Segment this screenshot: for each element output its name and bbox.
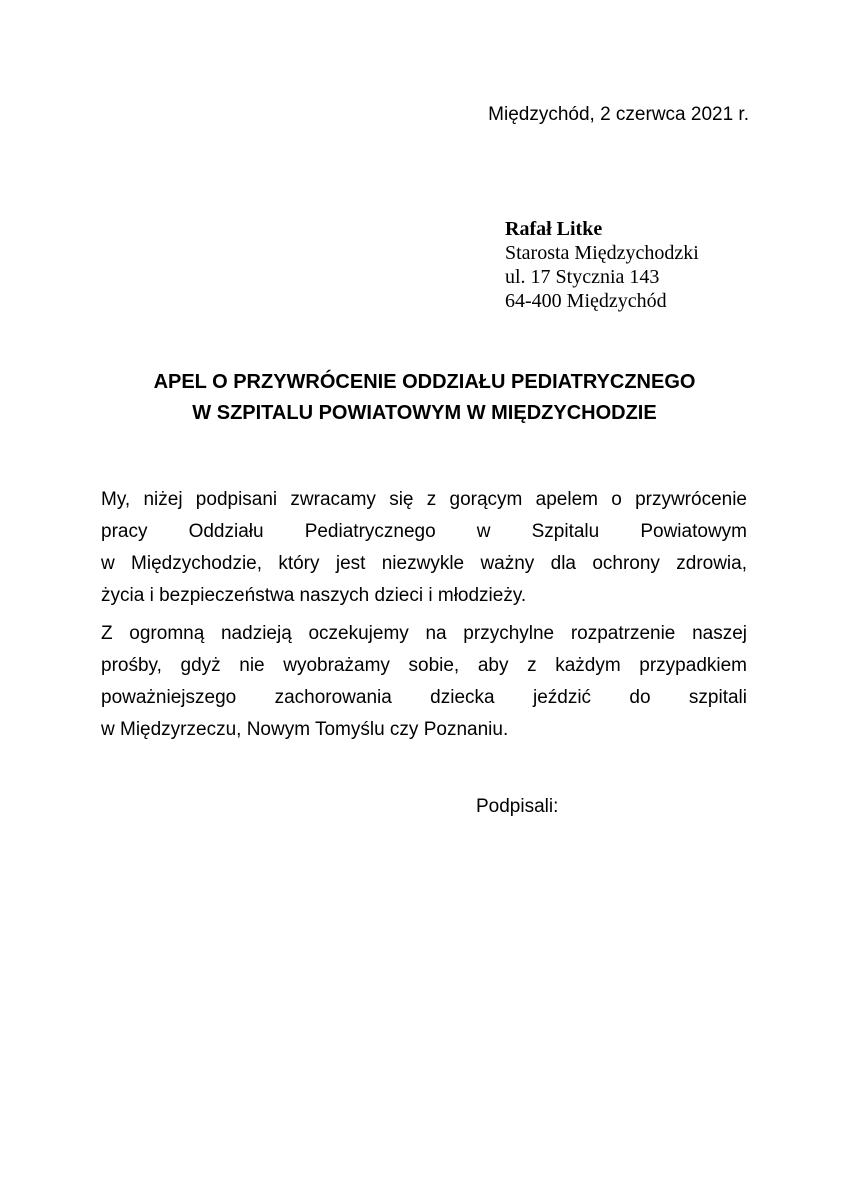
recipient-name: Rafał Litke: [505, 218, 603, 240]
signed-label: Podpisali:: [476, 796, 559, 817]
document-title-line-2: W SZPITALU POWIATOWYM W MIĘDZYCHODZIE: [192, 402, 657, 424]
document-title: [0, 367, 849, 429]
paragraph-2-line: Z ogromną nadzieją oczekujemy na przychylne rozpatrzenie naszej: [101, 623, 747, 644]
paragraph-1-line: w Międzychodzie, który jest niezwykle ważny dla ochrony zdrowia,: [101, 553, 747, 574]
date-line: Międzychód, 2 czerwca 2021 r.: [488, 104, 749, 125]
recipient-block: [505, 217, 699, 313]
recipient-title: Starosta Międzychodzki: [505, 242, 699, 264]
document-title-line-1: APEL O PRZYWRÓCENIE ODDZIAŁU PEDIATRYCZNEGO: [153, 371, 696, 393]
paragraph-2-line: poważniejszego zachorowania dziecka jeździć do szpitali: [101, 687, 747, 708]
paragraph-1-line: życia i bezpieczeństwa naszych dzieci i młodzieży.: [101, 585, 527, 606]
paragraph-2: [101, 618, 747, 746]
paragraph-1-line: pracy Oddziału Pediatrycznego w Szpitalu Powiatowym: [101, 521, 747, 542]
paragraph-1-line: My, niżej podpisani zwracamy się z gorącym apelem o przywrócenie: [101, 489, 747, 510]
recipient-city: 64-400 Międzychód: [505, 290, 667, 312]
paragraph-2-line: prośby, gdyż nie wyobrażamy sobie, aby z każdym przypadkiem: [101, 655, 747, 676]
paragraph-1: [101, 484, 747, 612]
paragraph-2-line: w Międzyrzeczu, Nowym Tomyślu czy Poznaniu.: [101, 719, 509, 740]
recipient-street: ul. 17 Stycznia 143: [505, 266, 660, 288]
